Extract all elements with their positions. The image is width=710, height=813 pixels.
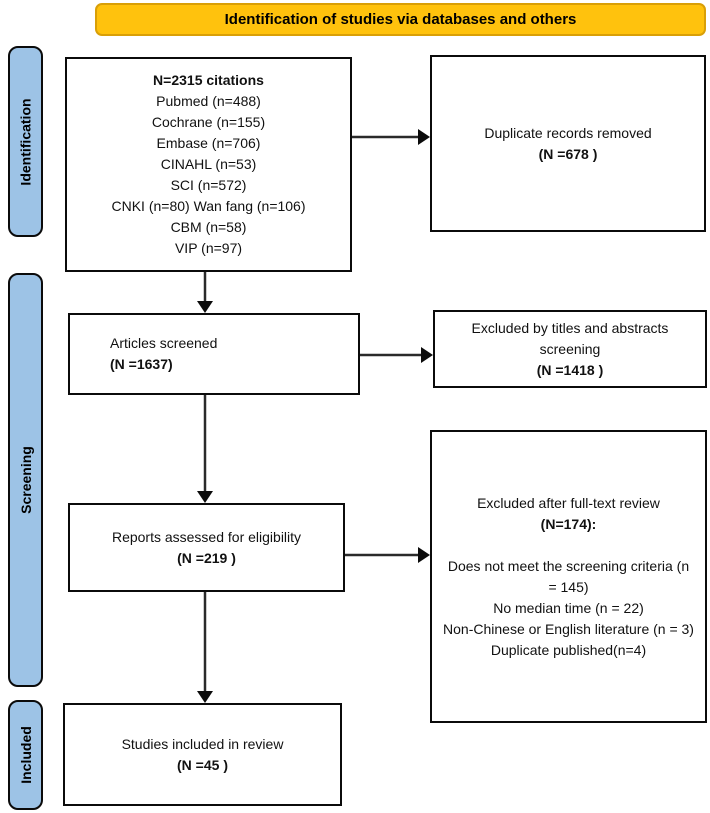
arrow-right-citations-to-duplicates: [352, 129, 430, 145]
stage-included-text: Included: [17, 726, 34, 784]
citations-source: Pubmed (n=488): [156, 93, 261, 109]
fulltext-count: (N=174):: [540, 515, 597, 532]
included-count: (N =45 ): [177, 756, 228, 773]
box-articles-screened: [68, 313, 360, 395]
stage-identification-text: Identification: [17, 97, 34, 186]
box-excluded-titles-abstracts: [433, 310, 707, 388]
citations-source: CNKI (n=80) Wan fang (n=106): [111, 198, 306, 214]
fulltext-reason: Non-Chinese or English literature (n = 3): [443, 620, 694, 637]
box-studies-included: [63, 703, 342, 806]
eligibility-count: (N =219 ): [177, 549, 236, 566]
eligibility-label: Reports assessed for eligibility: [111, 528, 302, 545]
box-citations: [65, 57, 352, 272]
arrow-right-eligibility-to-excluded-fulltext: [345, 547, 430, 563]
citations-source: SCI (n=572): [170, 177, 247, 193]
citations-total: N=2315 citations: [153, 72, 264, 88]
box-duplicate-records-removed: [430, 55, 706, 232]
stage-screening-text: Screening: [17, 446, 34, 514]
citations-source: Cochrane (n=155): [151, 114, 266, 130]
screened-label: Articles screened: [110, 335, 218, 351]
banner-title-label: Identification of studies via databases and others: [224, 11, 577, 28]
stage-label-screening: [8, 273, 43, 687]
arrow-down-eligibility-to-included: [197, 592, 213, 703]
stage-label-included: [8, 700, 43, 810]
fulltext-reasons: [442, 556, 695, 661]
arrow-down-screened-to-eligibility: [197, 395, 213, 503]
box-excluded-fulltext: [430, 430, 707, 723]
citations-source: Embase (n=706): [156, 135, 261, 151]
stage-label-identification: [8, 46, 43, 237]
excluded-titles-count: (N =1418 ): [536, 361, 604, 378]
duplicates-count: (N =678 ): [538, 145, 598, 162]
banner-title: [95, 3, 706, 36]
citations-source: VIP (n=97): [174, 240, 243, 256]
citations-source: CINAHL (n=53): [160, 156, 257, 172]
citations-source: CBM (n=58): [170, 219, 247, 235]
arrow-right-screened-to-excluded-titles: [360, 347, 433, 363]
fulltext-reason: Does not meet the screening criteria (n = 145): [447, 557, 690, 595]
fulltext-label: Excluded after full-text review: [477, 494, 660, 511]
box-reports-assessed: [68, 503, 345, 592]
fulltext-reason: Duplicate published(n=4): [490, 641, 647, 658]
duplicates-label: Duplicate records removed: [484, 124, 652, 141]
excluded-titles-label-line2: screening: [539, 340, 601, 357]
arrow-down-citations-to-screened: [197, 272, 213, 313]
excluded-titles-label-line1: Excluded by titles and abstracts: [471, 319, 669, 336]
screened-count: (N =1637): [110, 356, 173, 372]
fulltext-reason: No median time (n = 22): [493, 599, 644, 616]
included-label: Studies included in review: [121, 735, 284, 752]
